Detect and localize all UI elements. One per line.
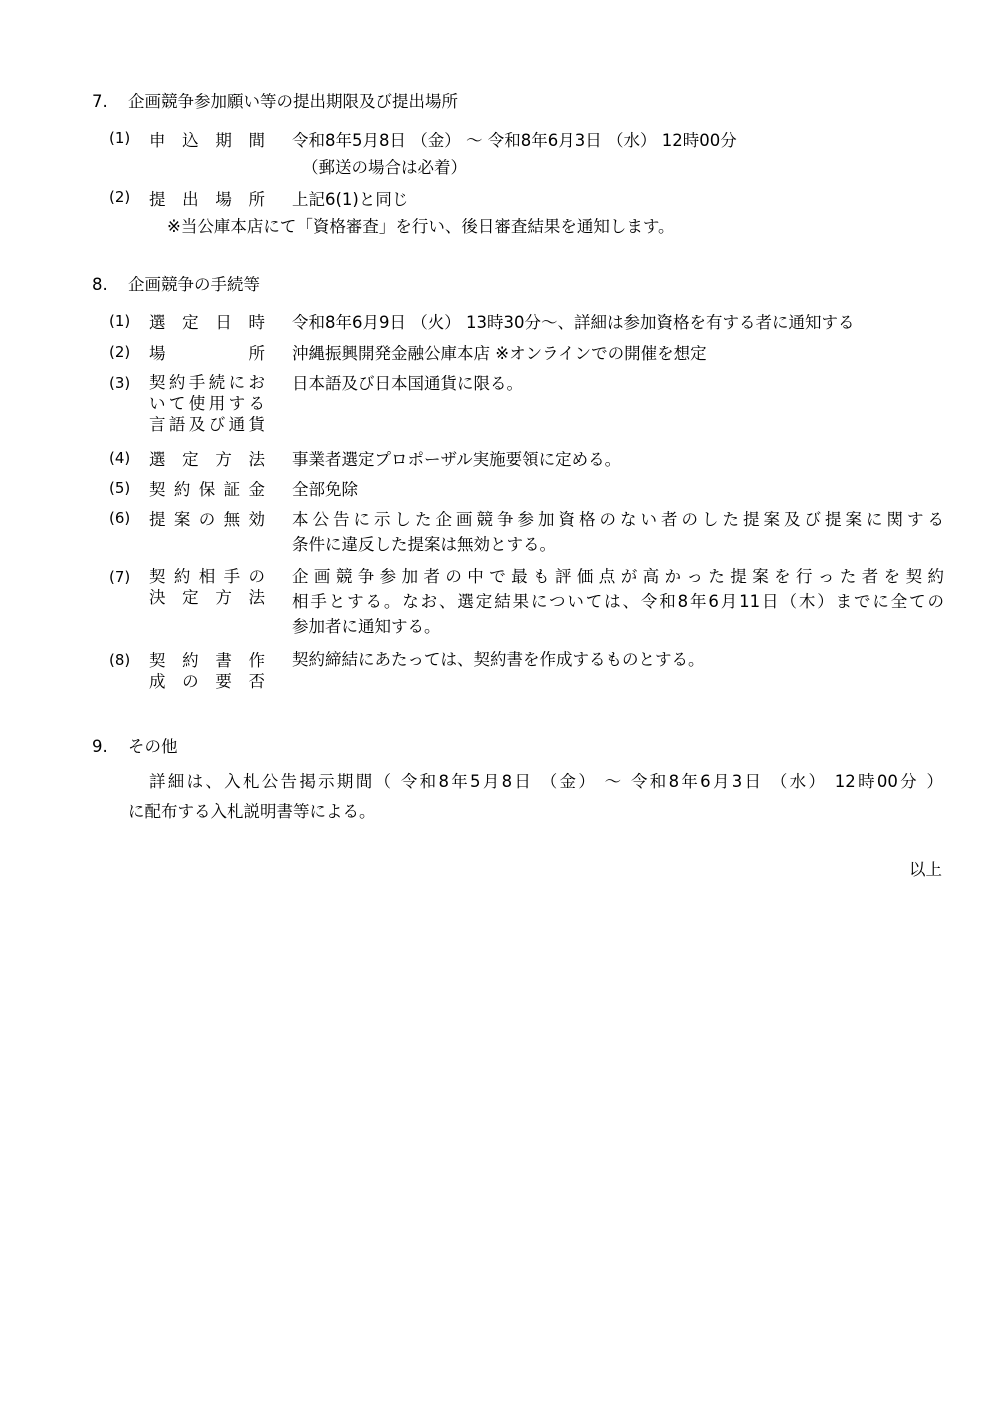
section-9-heading	[92, 739, 178, 756]
item-value: 日本語及び日本国通貨に限る。	[292, 374, 523, 393]
section-title: 企画競争の手続等	[128, 275, 260, 294]
item-label: 契約保証金	[149, 480, 265, 499]
section-number: 7.	[92, 92, 108, 111]
item-value: 沖縄振興開発金融公庫本店 ※オンラインでの開催を想定	[292, 344, 707, 363]
item-label: 提出場所	[149, 190, 265, 209]
item-value: 契約締結にあたっては、契約書を作成するものとする。	[292, 650, 705, 669]
section-8-heading	[92, 277, 260, 294]
section-9-line-1: 詳細は、入札公告掲示期間（ 令和8年5月8日 （金） ～ 令和8年6月3日 （水） 12時00分 ）	[149, 772, 943, 791]
item-value: 令和8年6月9日 （火） 13時30分～、詳細は参加資格を有する者に通知する	[292, 313, 855, 332]
item-number: (1)	[109, 129, 131, 147]
item-number: (2)	[109, 343, 131, 361]
item-value: 全部免除	[292, 480, 358, 499]
item-value: 上記6(1)と同じ	[292, 190, 409, 209]
section-number: 9.	[92, 737, 108, 756]
item-number: (6)	[109, 509, 131, 527]
section-number: 8.	[92, 275, 108, 294]
item-label: 申込期間	[149, 131, 265, 150]
item-value-line: 相手とする。なお、選定結果については、令和8年6月11日（木）までに全ての	[292, 592, 944, 611]
section-title: その他	[128, 737, 178, 756]
closing-mark: 以上	[909, 860, 942, 879]
item-value-line: 本公告に示した企画競争参加資格のない者のした提案及び提案に関する	[292, 510, 944, 529]
item-label: 提案の無効	[149, 510, 265, 529]
item-label: 契約相手の 決定方法	[149, 567, 265, 607]
item-number: (8)	[109, 651, 131, 669]
section-title: 企画競争参加願い等の提出期限及び提出場所	[128, 92, 458, 111]
item-number: (7)	[109, 568, 131, 586]
section-7-heading	[92, 94, 458, 111]
item-label: 選定日時	[149, 313, 265, 332]
item-label: 場所	[149, 344, 265, 363]
item-value-line: 企画競争参加者の中で最も評価点が高かった提案を行った者を契約	[292, 567, 944, 586]
item-value-line: 参加者に通知する。	[292, 617, 441, 636]
item-value: 事業者選定プロポーザル実施要領に定める。	[292, 450, 622, 469]
item-label: 契約書作 成の要否	[149, 651, 265, 691]
section-7-note: ※当公庫本店にて「資格審査」を行い、後日審査結果を通知します。	[167, 217, 675, 236]
item-number: (2)	[109, 188, 131, 206]
item-value: 令和8年5月8日 （金） ～ 令和8年6月3日 （水） 12時00分	[292, 131, 737, 150]
item-number: (3)	[109, 374, 131, 392]
item-number: (4)	[109, 449, 131, 467]
section-9-line-2: に配布する入札説明書等による。	[128, 802, 376, 821]
item-label: 選定方法	[149, 450, 265, 469]
item-number: (5)	[109, 479, 131, 497]
item-value-line: 条件に違反した提案は無効とする。	[292, 535, 556, 554]
item-subnote: （郵送の場合は必着）	[302, 158, 467, 177]
item-number: (1)	[109, 312, 131, 330]
item-label: 契約手続にお いて使用する 言語及び通貨	[149, 373, 265, 434]
